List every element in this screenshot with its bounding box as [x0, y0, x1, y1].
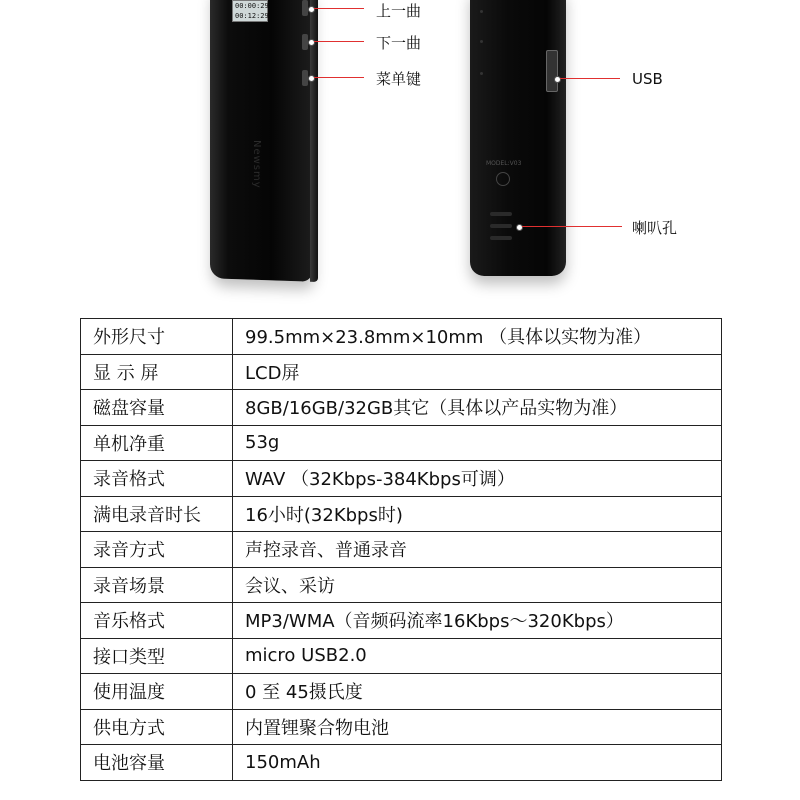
spec-row: 录音场景 会议、采访 — [81, 567, 722, 603]
usb-port-image — [546, 50, 558, 92]
spec-row: 单机净重 53g — [81, 425, 722, 461]
callout-prev: 上一曲 — [376, 2, 422, 20]
spec-row: 使用温度 0 至 45摄氏度 — [81, 674, 722, 710]
spec-row: 录音方式 声控录音、普通录音 — [81, 532, 722, 568]
product-illustration — [0, 0, 800, 300]
spec-row: 显 示 屏 LCD屏 — [81, 354, 722, 390]
front-brand-text: Newsmy — [251, 140, 262, 189]
spec-row: 磁盘容量 8GB/16GB/32GB其它（具体以产品实物为准） — [81, 390, 722, 426]
screen-line-1: 00:00:29 — [235, 2, 269, 10]
screen-line-2: 00:12:29 — [235, 12, 269, 20]
lcd-screen — [232, 0, 268, 22]
spec-row: 满电录音时长 16小时(32Kbps时) — [81, 496, 722, 532]
spec-row: 外形尺寸 99.5mm×23.8mm×10mm （具体以实物为准） — [81, 319, 722, 355]
callout-speaker: 喇叭孔 — [632, 219, 678, 237]
spec-row: 音乐格式 MP3/WMA（音频码流率16Kbps～320Kbps） — [81, 603, 722, 639]
model-text: MODEL:V03 — [486, 160, 522, 167]
ce-mark-icon — [496, 172, 510, 186]
specs-table — [80, 318, 722, 781]
callout-next: 下一曲 — [376, 34, 422, 52]
spec-row: 电池容量 150mAh — [81, 745, 722, 781]
spec-row: 接口类型 micro USB2.0 — [81, 638, 722, 674]
recorder-back-image — [470, 0, 566, 276]
callout-menu: 菜单键 — [376, 70, 422, 88]
callout-usb: USB — [632, 70, 663, 88]
spec-row: 供电方式 内置锂聚合物电池 — [81, 709, 722, 745]
speaker-grille — [490, 212, 512, 216]
spec-row: 录音格式 WAV （32Kbps-384Kbps可调） — [81, 461, 722, 497]
